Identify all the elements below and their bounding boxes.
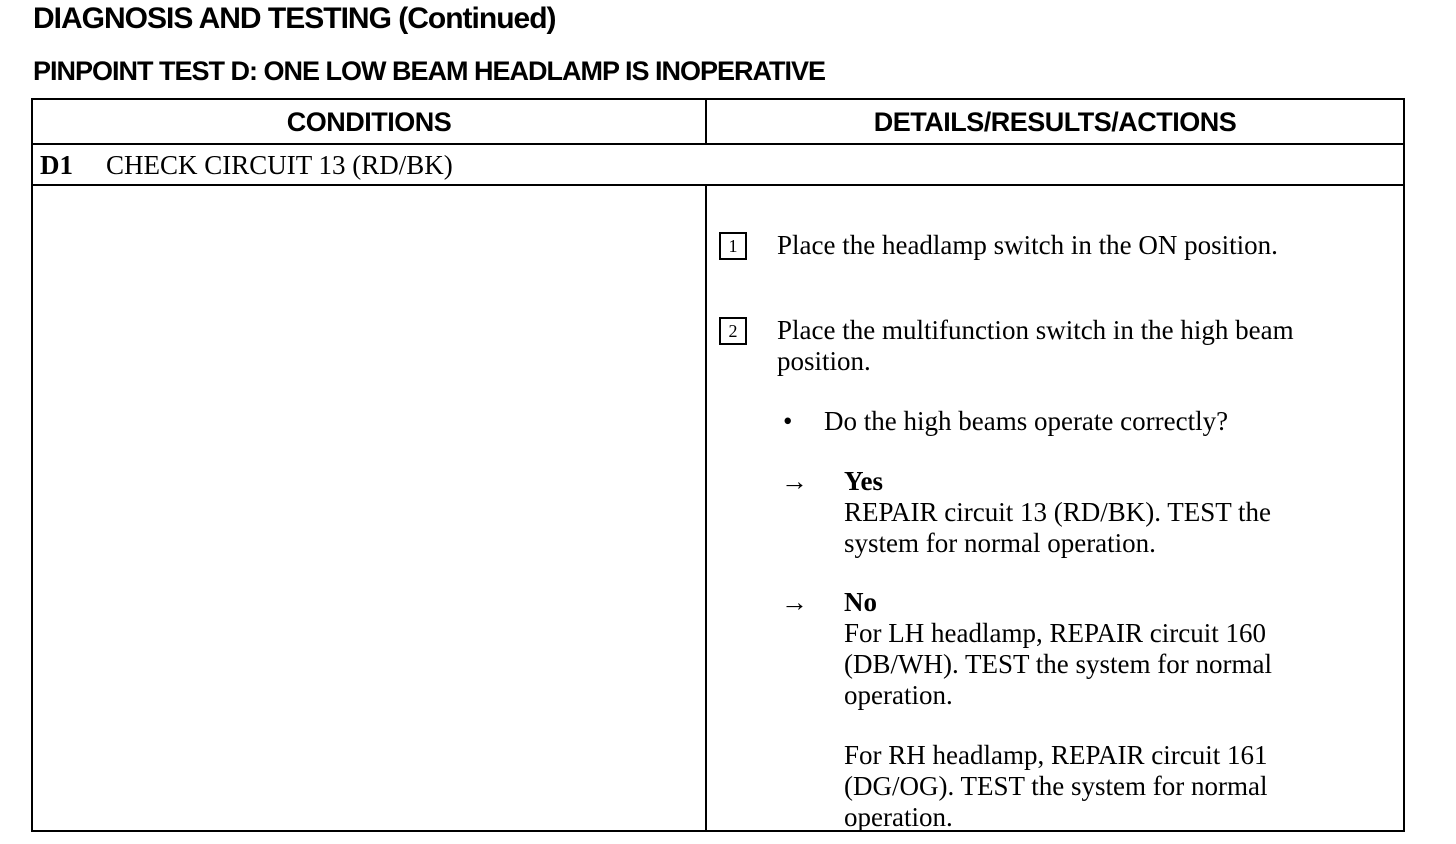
page-title: DIAGNOSIS AND TESTING (Continued) (33, 2, 556, 35)
step-number-box-1: 1 (719, 232, 747, 260)
step-title: CHECK CIRCUIT 13 (RD/BK) (106, 150, 453, 180)
pinpoint-test-title: PINPOINT TEST D: ONE LOW BEAM HEADLAMP IS INOPERATIVE (33, 56, 826, 86)
question-text: Do the high beams operate correctly? (824, 406, 1229, 436)
action-1-text: Place the headlamp switch in the ON position. (777, 230, 1278, 260)
result-no (844, 587, 1272, 833)
result-no-line: operation. (844, 802, 953, 832)
result-no-label: No (844, 587, 877, 617)
action-2-text (777, 315, 1294, 377)
result-no-line: (DG/OG). TEST the system for normal (844, 771, 1268, 801)
header-divider (33, 143, 1403, 145)
action-2-line: Place the multifunction switch in the high beam (777, 315, 1294, 345)
action-2-line: position. (777, 346, 871, 376)
details-column-header: DETAILS/RESULTS/ACTIONS (873, 107, 1237, 137)
result-no-line: For RH headlamp, REPAIR circuit 161 (844, 740, 1268, 770)
column-divider (705, 186, 707, 832)
result-yes-line: system for normal operation. (844, 528, 1156, 558)
arrow-right-icon: → (781, 466, 808, 496)
result-no-line: For LH headlamp, REPAIR circuit 160 (844, 618, 1266, 648)
step-row (40, 150, 453, 181)
paragraph-spacer (844, 711, 1272, 740)
result-no-line: (DB/WH). TEST the system for normal (844, 649, 1272, 679)
conditions-column-header: CONDITIONS (33, 100, 707, 145)
result-yes-line: REPAIR circuit 13 (RD/BK). TEST the (844, 497, 1272, 527)
result-no-line: operation. (844, 680, 953, 710)
bullet-icon: • (783, 406, 793, 436)
step-id: D1 (40, 150, 73, 180)
arrow-right-icon: → (781, 587, 808, 617)
result-yes-label: Yes (844, 466, 883, 496)
step-divider (33, 184, 1403, 186)
pinpoint-test-table (31, 98, 1405, 832)
result-yes (844, 466, 1271, 559)
step-number-box-2: 2 (719, 317, 747, 345)
